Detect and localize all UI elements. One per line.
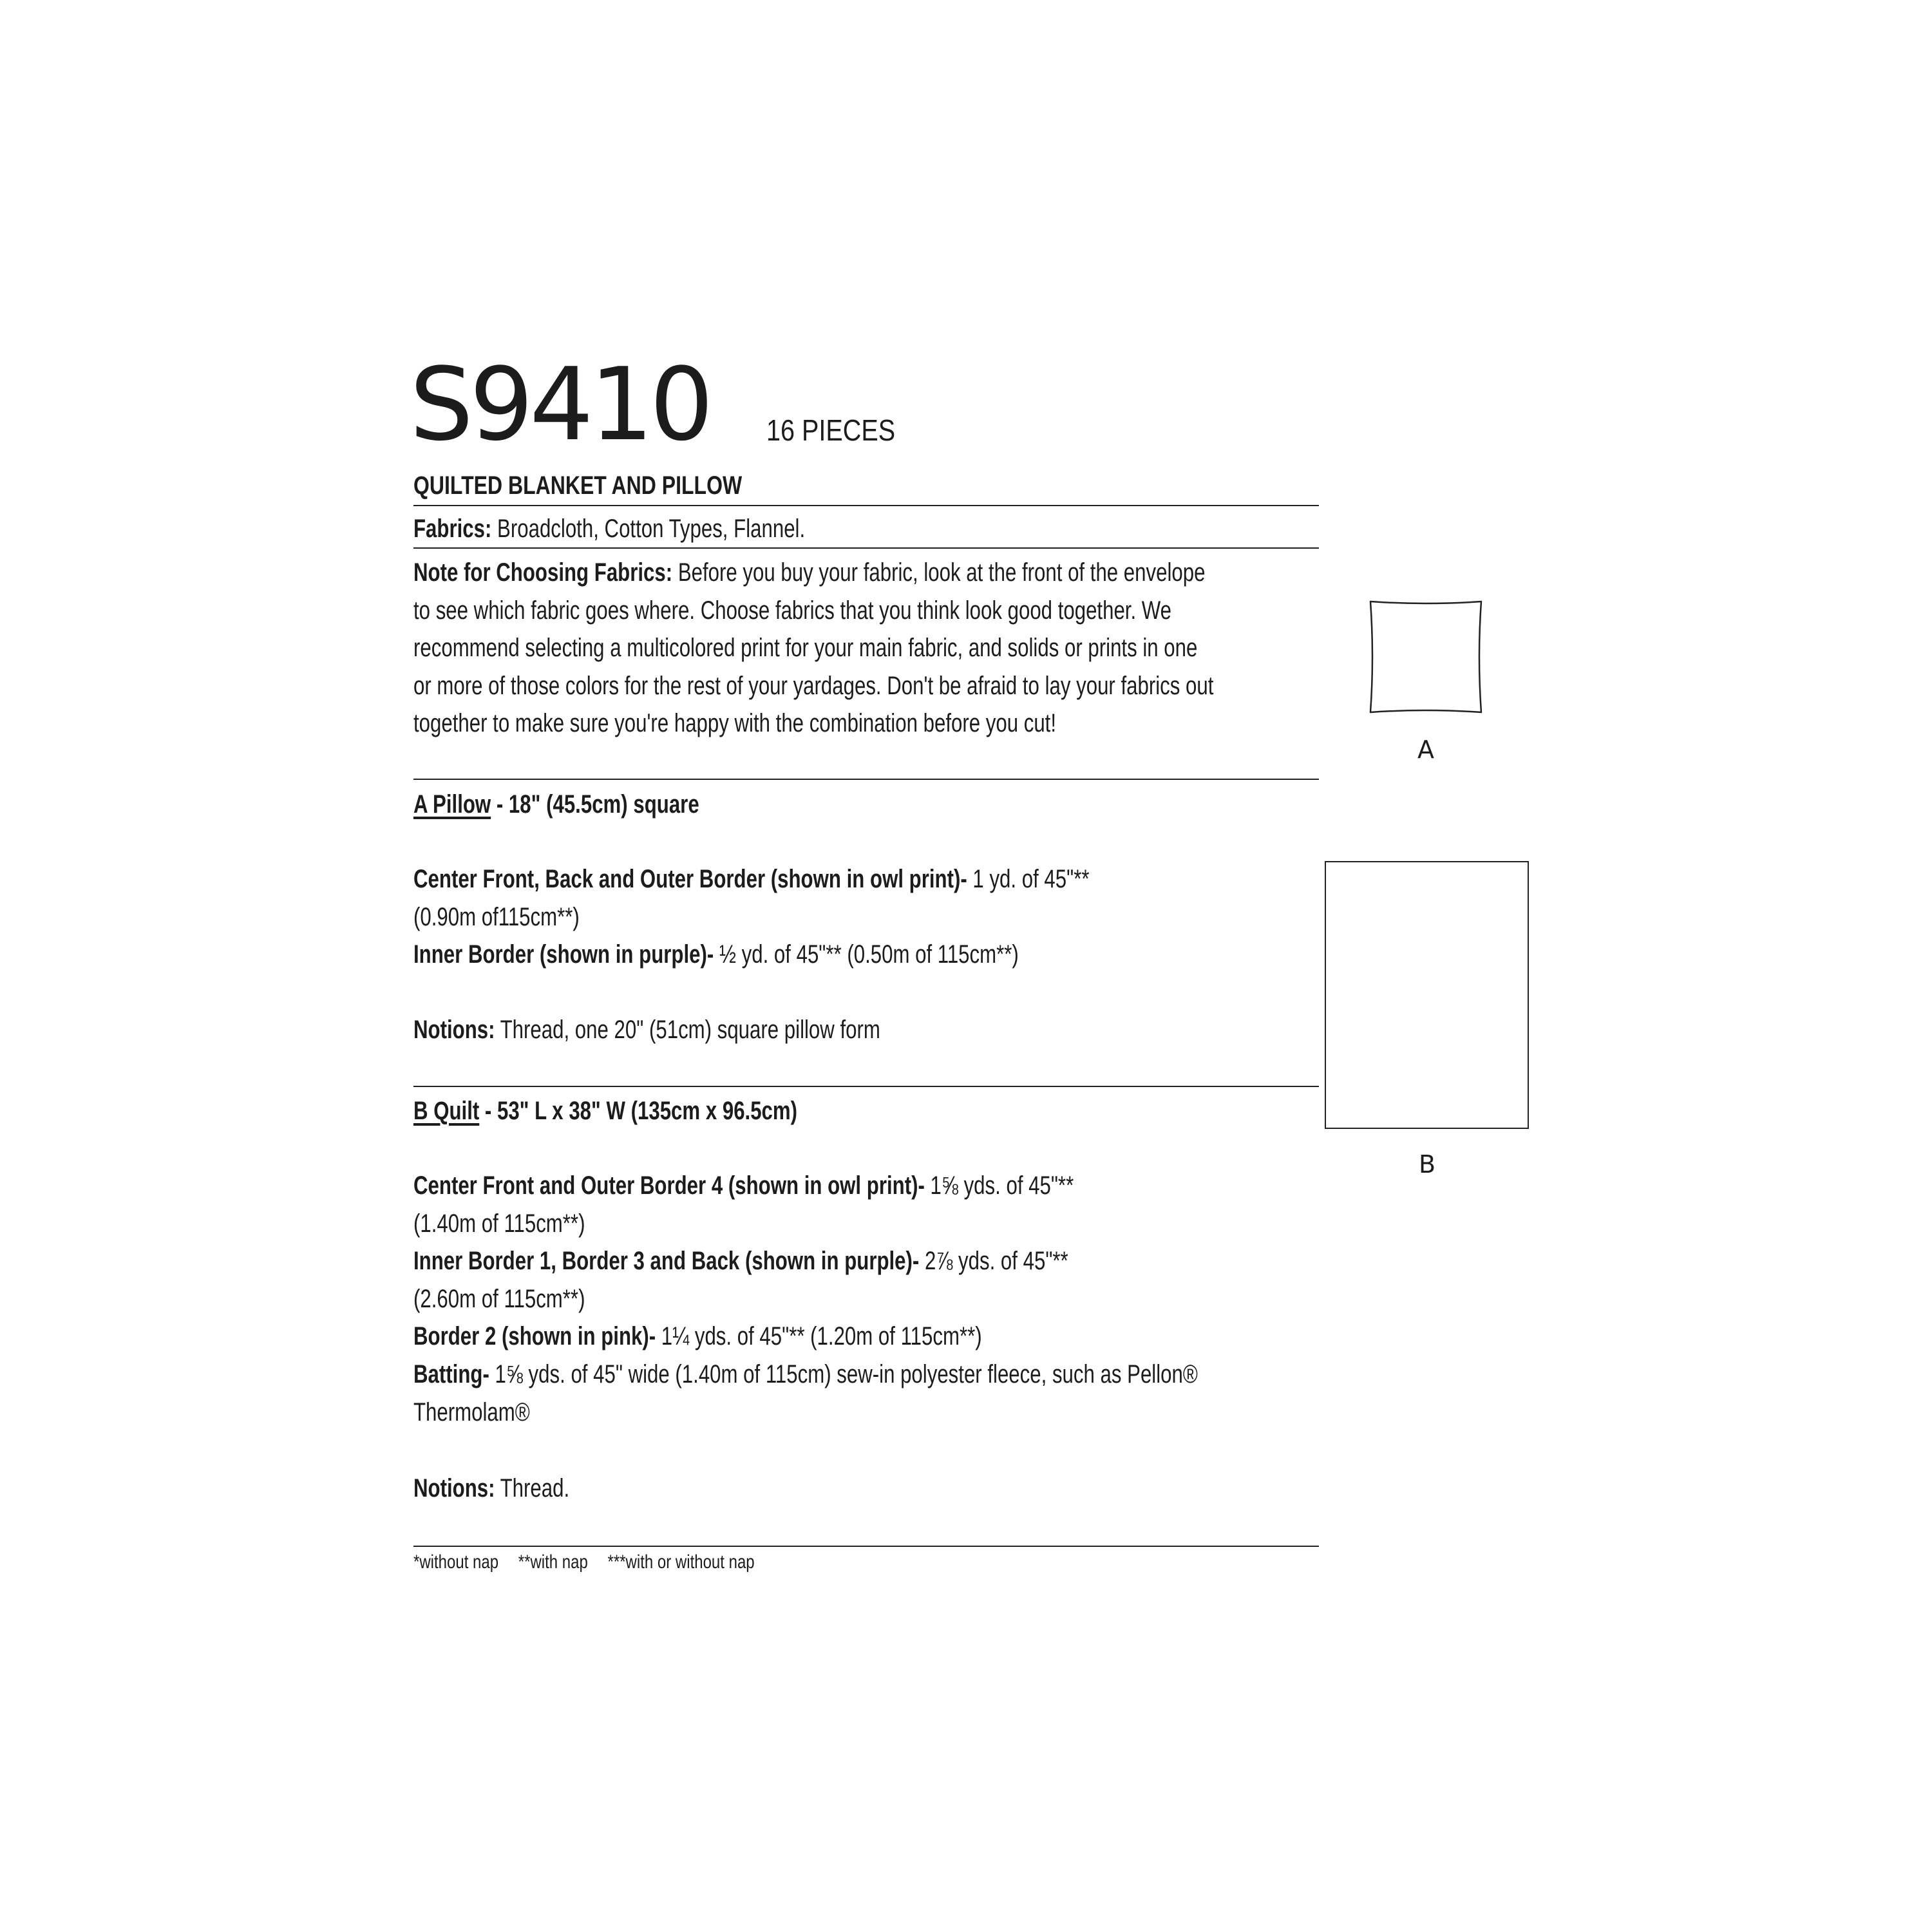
yardage-line: Center Front, Back and Outer Border (shown in owl print)- 1 yd. of 45"** [413, 865, 1090, 893]
note-line: or more of those colors for the rest of your yardages. Don't be afraid to lay your fabrics out [413, 671, 1214, 700]
note-line: together to make sure you're happy with the combination before you cut! [413, 709, 1057, 738]
yardage-line: Border 2 (shown in pink)- 1¼ yds. of 45"** (1.20m of 115cm**) [413, 1322, 982, 1351]
view-b-heading [413, 1092, 797, 1130]
yardage-line: (0.90m of115cm**) [413, 902, 580, 931]
note-label: Note for Choosing Fabrics: [413, 558, 673, 587]
quilt-diagram [1325, 861, 1529, 1129]
piece-count: 16 PIECES [766, 413, 896, 447]
view-a-name: A Pillow [413, 790, 491, 819]
view-b-size: - 53" L x 38" W (135cm x 96.5cm) [479, 1097, 798, 1125]
yardage-line: Inner Border 1, Border 3 and Back (shown in purple)- 2⅞ yds. of 45"** [413, 1247, 1068, 1276]
divider-rule [413, 779, 1319, 780]
view-b-yardage [413, 1167, 1198, 1431]
divider-rule [413, 1546, 1319, 1547]
view-a-size: - 18" (45.5cm) square [491, 790, 699, 819]
note-line: Note for Choosing Fabrics: Before you buy your fabric, look at the front of the envelope [413, 558, 1206, 587]
view-b-name: B Quilt [413, 1097, 480, 1125]
pattern-title: QUILTED BLANKET AND PILLOW [413, 471, 743, 500]
yardage-line: Inner Border (shown in purple)- ½ yd. of 45"** (0.50m of 115cm**) [413, 940, 1019, 969]
fabrics-line [413, 510, 805, 548]
divider-rule [413, 547, 1319, 549]
pillow-outline [1370, 601, 1481, 712]
yardage-line: Thermolam® [413, 1397, 530, 1426]
note-paragraph [413, 554, 1213, 743]
divider-rule [413, 1086, 1319, 1087]
diagram-a-label: A [1417, 735, 1434, 764]
note-line: recommend selecting a multicolored print for your main fabric, and solids or prints in one [413, 634, 1198, 663]
footnotes [413, 1549, 770, 1575]
view-a-heading [413, 786, 699, 824]
yardage-line: (1.40m of 115cm**) [413, 1209, 585, 1238]
note-line: to see which fabric goes where. Choose fabrics that you think look good together. We [413, 596, 1172, 625]
yardage-line: Batting- 1⅝ yds. of 45" wide (1.40m of 115cm) sew-in polyester fleece, such as Pellon® [413, 1359, 1198, 1388]
view-a-yardage [413, 860, 1090, 974]
view-a-notions: Notions: Thread, one 20" (51cm) square pillow form [413, 1016, 880, 1044]
footnote-item: ***with or without nap [607, 1551, 755, 1573]
footnote-item: **with nap [518, 1551, 588, 1573]
fabrics-label: Fabrics: [413, 515, 492, 543]
yardage-line: (2.60m of 115cm**) [413, 1284, 585, 1313]
footnote-item: *without nap [413, 1551, 499, 1573]
view-b-notions: Notions: Thread. [413, 1474, 570, 1502]
divider-rule [413, 505, 1319, 506]
yardage-line: Center Front and Outer Border 4 (shown in owl print)- 1⅝ yds. of 45"** [413, 1171, 1074, 1200]
fabrics-text: Broadcloth, Cotton Types, Flannel. [491, 515, 806, 543]
diagram-b-label: B [1418, 1150, 1436, 1179]
pillow-diagram [1368, 599, 1484, 715]
pattern-number: S9410 [410, 346, 710, 463]
